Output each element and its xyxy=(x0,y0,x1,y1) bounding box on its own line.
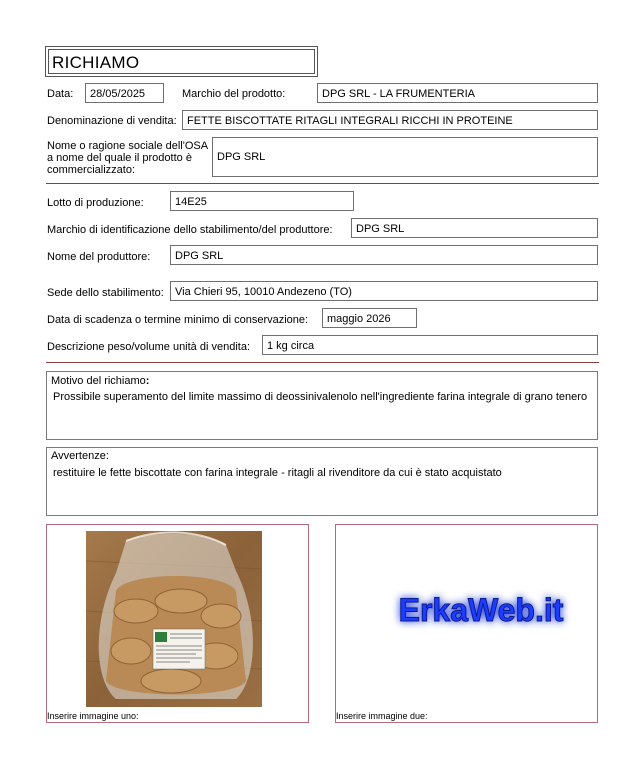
logo-text: ErkaWeb.it xyxy=(398,592,564,628)
warnings-text: restituire le fette biscottate con farina integrale - ritagli al rivenditore da cui è stato acquistato xyxy=(53,467,502,479)
lot-field[interactable] xyxy=(170,191,354,211)
date-label: Data: xyxy=(47,88,74,100)
brand-value: DPG SRL - LA FRUMENTERIA xyxy=(322,88,476,100)
osa-field[interactable] xyxy=(212,137,598,177)
image-two-caption: Inserire immagine due: xyxy=(336,711,428,721)
image-one-caption: Inserire immagine uno: xyxy=(47,711,139,721)
osa-value: DPG SRL xyxy=(217,151,266,163)
expiry-label: Data di scadenza o termine minimo di conservazione: xyxy=(47,314,309,326)
expiry-field[interactable] xyxy=(322,308,417,328)
brand-label: Marchio del prodotto: xyxy=(182,88,286,100)
recall-reason-panel[interactable] xyxy=(46,371,598,440)
osa-label-line-2: a nome del quale il prodotto è xyxy=(47,152,192,164)
brand-field[interactable] xyxy=(317,83,598,103)
image-two-panel[interactable] xyxy=(335,524,598,723)
sales-name-field[interactable] xyxy=(182,110,598,130)
producer-field[interactable] xyxy=(170,245,598,265)
erkaweb-logo xyxy=(376,583,586,643)
date-field[interactable] xyxy=(85,83,164,103)
warnings-panel[interactable] xyxy=(46,447,598,516)
recall-reason-label: Motivo del richiamo: xyxy=(51,375,150,387)
product-photo xyxy=(86,531,262,707)
weight-value: 1 kg circa xyxy=(267,340,315,352)
plant-mark-field[interactable] xyxy=(351,218,598,238)
producer-value: DPG SRL xyxy=(175,250,224,262)
plant-mark-label: Marchio di identificazione dello stabilimento/del produttore: xyxy=(47,224,333,236)
warnings-label: Avvertenze: xyxy=(51,450,109,462)
producer-label: Nome del produttore: xyxy=(47,251,151,263)
page-title: RICHIAMO xyxy=(52,53,140,72)
plant-site-value: Via Chieri 95, 10010 Andezeno (TO) xyxy=(175,286,352,298)
image-one-panel[interactable] xyxy=(46,524,309,723)
title-inner-border xyxy=(48,49,315,74)
expiry-value: maggio 2026 xyxy=(327,313,391,325)
separator-1 xyxy=(46,183,599,184)
sales-name-label: Denominazione di vendita: xyxy=(47,115,177,127)
title-box xyxy=(45,46,318,77)
lot-value: 14E25 xyxy=(175,196,207,208)
osa-label-line-1: Nome o ragione sociale dell'OSA xyxy=(47,140,209,152)
recall-reason-text: Prossibile superamento del limite massimo di deossinivalenolo nell'ingrediente farina integrale di grano tenero xyxy=(53,391,588,403)
plant-site-label: Sede dello stabilimento: xyxy=(47,287,164,299)
weight-field[interactable] xyxy=(262,335,598,355)
plant-mark-value: DPG SRL xyxy=(356,223,405,235)
sales-name-value: FETTE BISCOTTATE RITAGLI INTEGRALI RICCHI IN PROTEINE xyxy=(187,115,513,127)
date-value: 28/05/2025 xyxy=(90,88,146,100)
lot-label: Lotto di produzione: xyxy=(47,197,144,209)
osa-label-line-3: commercializzato: xyxy=(47,164,136,176)
separator-2 xyxy=(46,362,599,363)
weight-label: Descrizione peso/volume unità di vendita: xyxy=(47,341,251,353)
plant-site-field[interactable] xyxy=(170,281,598,301)
